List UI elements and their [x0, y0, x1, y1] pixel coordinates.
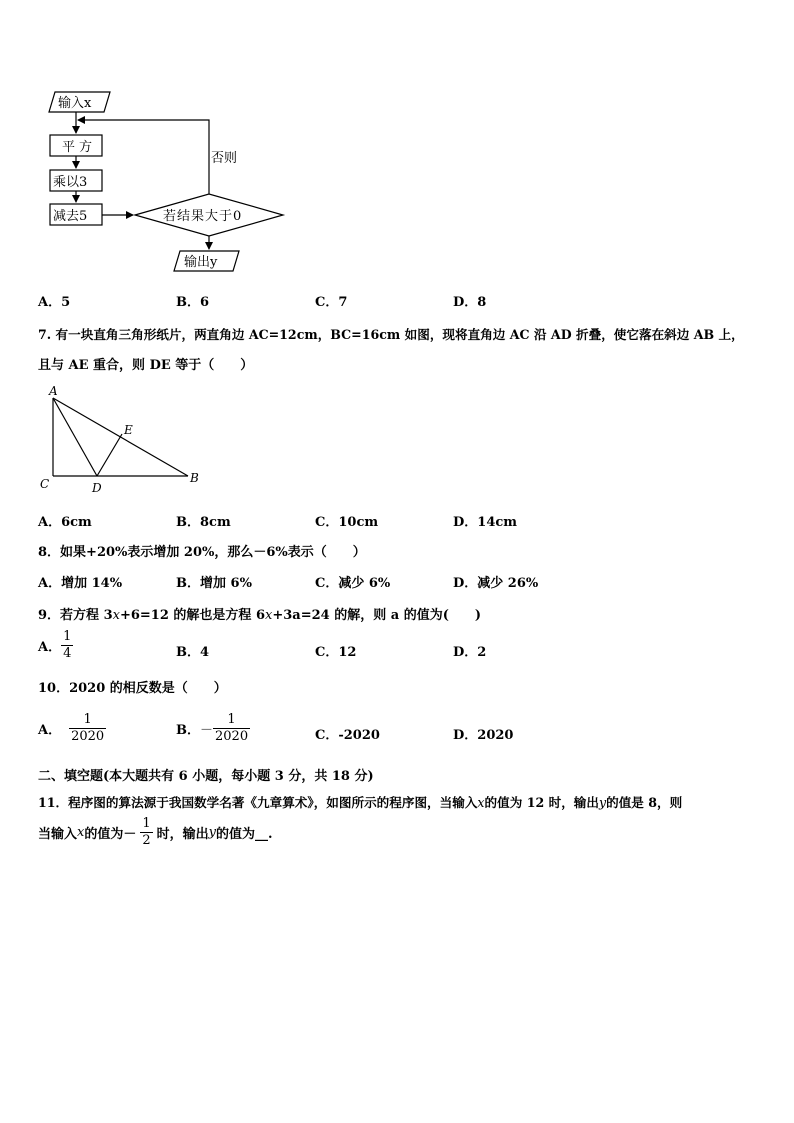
q6-option-c: C．7 — [315, 295, 348, 310]
flow-multiply-label: 乘以3 — [53, 175, 88, 190]
q7-stem-line1: 7. 有一块直角三角形纸片，两直角边 AC=12cm，BC=16cm 如图，现将直角边 AC 沿 AD 折叠，使它落在斜边 AB 上， — [38, 327, 744, 342]
q10-stem: 10．2020 的相反数是（ ） — [38, 681, 227, 696]
q10-option-c: C．-2020 — [315, 728, 380, 743]
q6-option-d: D．8 — [453, 295, 487, 310]
q9-option-a: A． $\frac{1}{4}$ — [38, 629, 72, 661]
q11-line2: 当输入x的值为－ $\frac{1}{2}$ 时，输出y的值为__. — [38, 816, 273, 848]
q8-option-c: C．减少 6% — [315, 576, 391, 591]
flow-input-label: 输入x — [58, 96, 92, 111]
q10-option-d: D．2020 — [453, 728, 514, 743]
q11-line1: 11．程序图的算法源于我国数学名著《九章算术》，如图所示的程序图，当输入x的值为 12 时，输出y的值是 8，则 — [38, 795, 683, 810]
q9-option-b: B．4 — [176, 645, 210, 660]
q9-option-c: C．12 — [315, 645, 357, 660]
q10-option-a: A． $\frac{1}{2020}$ — [38, 712, 105, 744]
q9-option-d: D．2 — [453, 645, 487, 660]
triangle-figure — [30, 382, 210, 494]
flow-subtract-label: 减去5 — [53, 209, 88, 224]
q7-option-a: A．6cm — [38, 515, 92, 530]
q7-option-d: D．14cm — [453, 515, 518, 530]
flow-condition-label: 若结果大于0 — [163, 209, 243, 224]
label-a: A — [49, 384, 58, 398]
section2-heading: 二、填空题(本大题共有 6 小题，每小题 3 分，共 18 分) — [38, 769, 374, 784]
flow-square-label: 平方 — [62, 140, 97, 155]
flow-output-label: 输出y — [184, 255, 218, 270]
q8-option-d: D．减少 26% — [453, 576, 539, 591]
q7-option-b: B．8cm — [176, 515, 231, 530]
q6-option-b: B．6 — [176, 295, 210, 310]
q9-stem: 9．若方程 3x+6=12 的解也是方程 6x+3a=24 的解，则 a 的值为( ) — [38, 608, 481, 623]
label-e: E — [124, 423, 133, 437]
q8-option-b: B．增加 6% — [176, 576, 252, 591]
q6-option-a: A．5 — [38, 295, 71, 310]
flow-else-label: 否则 — [211, 151, 238, 166]
q7-stem-line2: 且与 AE 重合，则 DE 等于（ ） — [38, 358, 254, 373]
label-c: C — [40, 477, 50, 491]
q8-option-a: A．增加 14% — [38, 576, 123, 591]
q10-option-b: B．－ $\frac{1}{2020}$ — [176, 712, 249, 744]
q8-stem: 8．如果+20%表示增加 20%，那么－6%表示（ ） — [38, 545, 366, 560]
q7-option-c: C．10cm — [315, 515, 379, 530]
label-d: D — [92, 481, 102, 494]
flowchart — [0, 0, 300, 285]
label-b: B — [190, 471, 199, 485]
